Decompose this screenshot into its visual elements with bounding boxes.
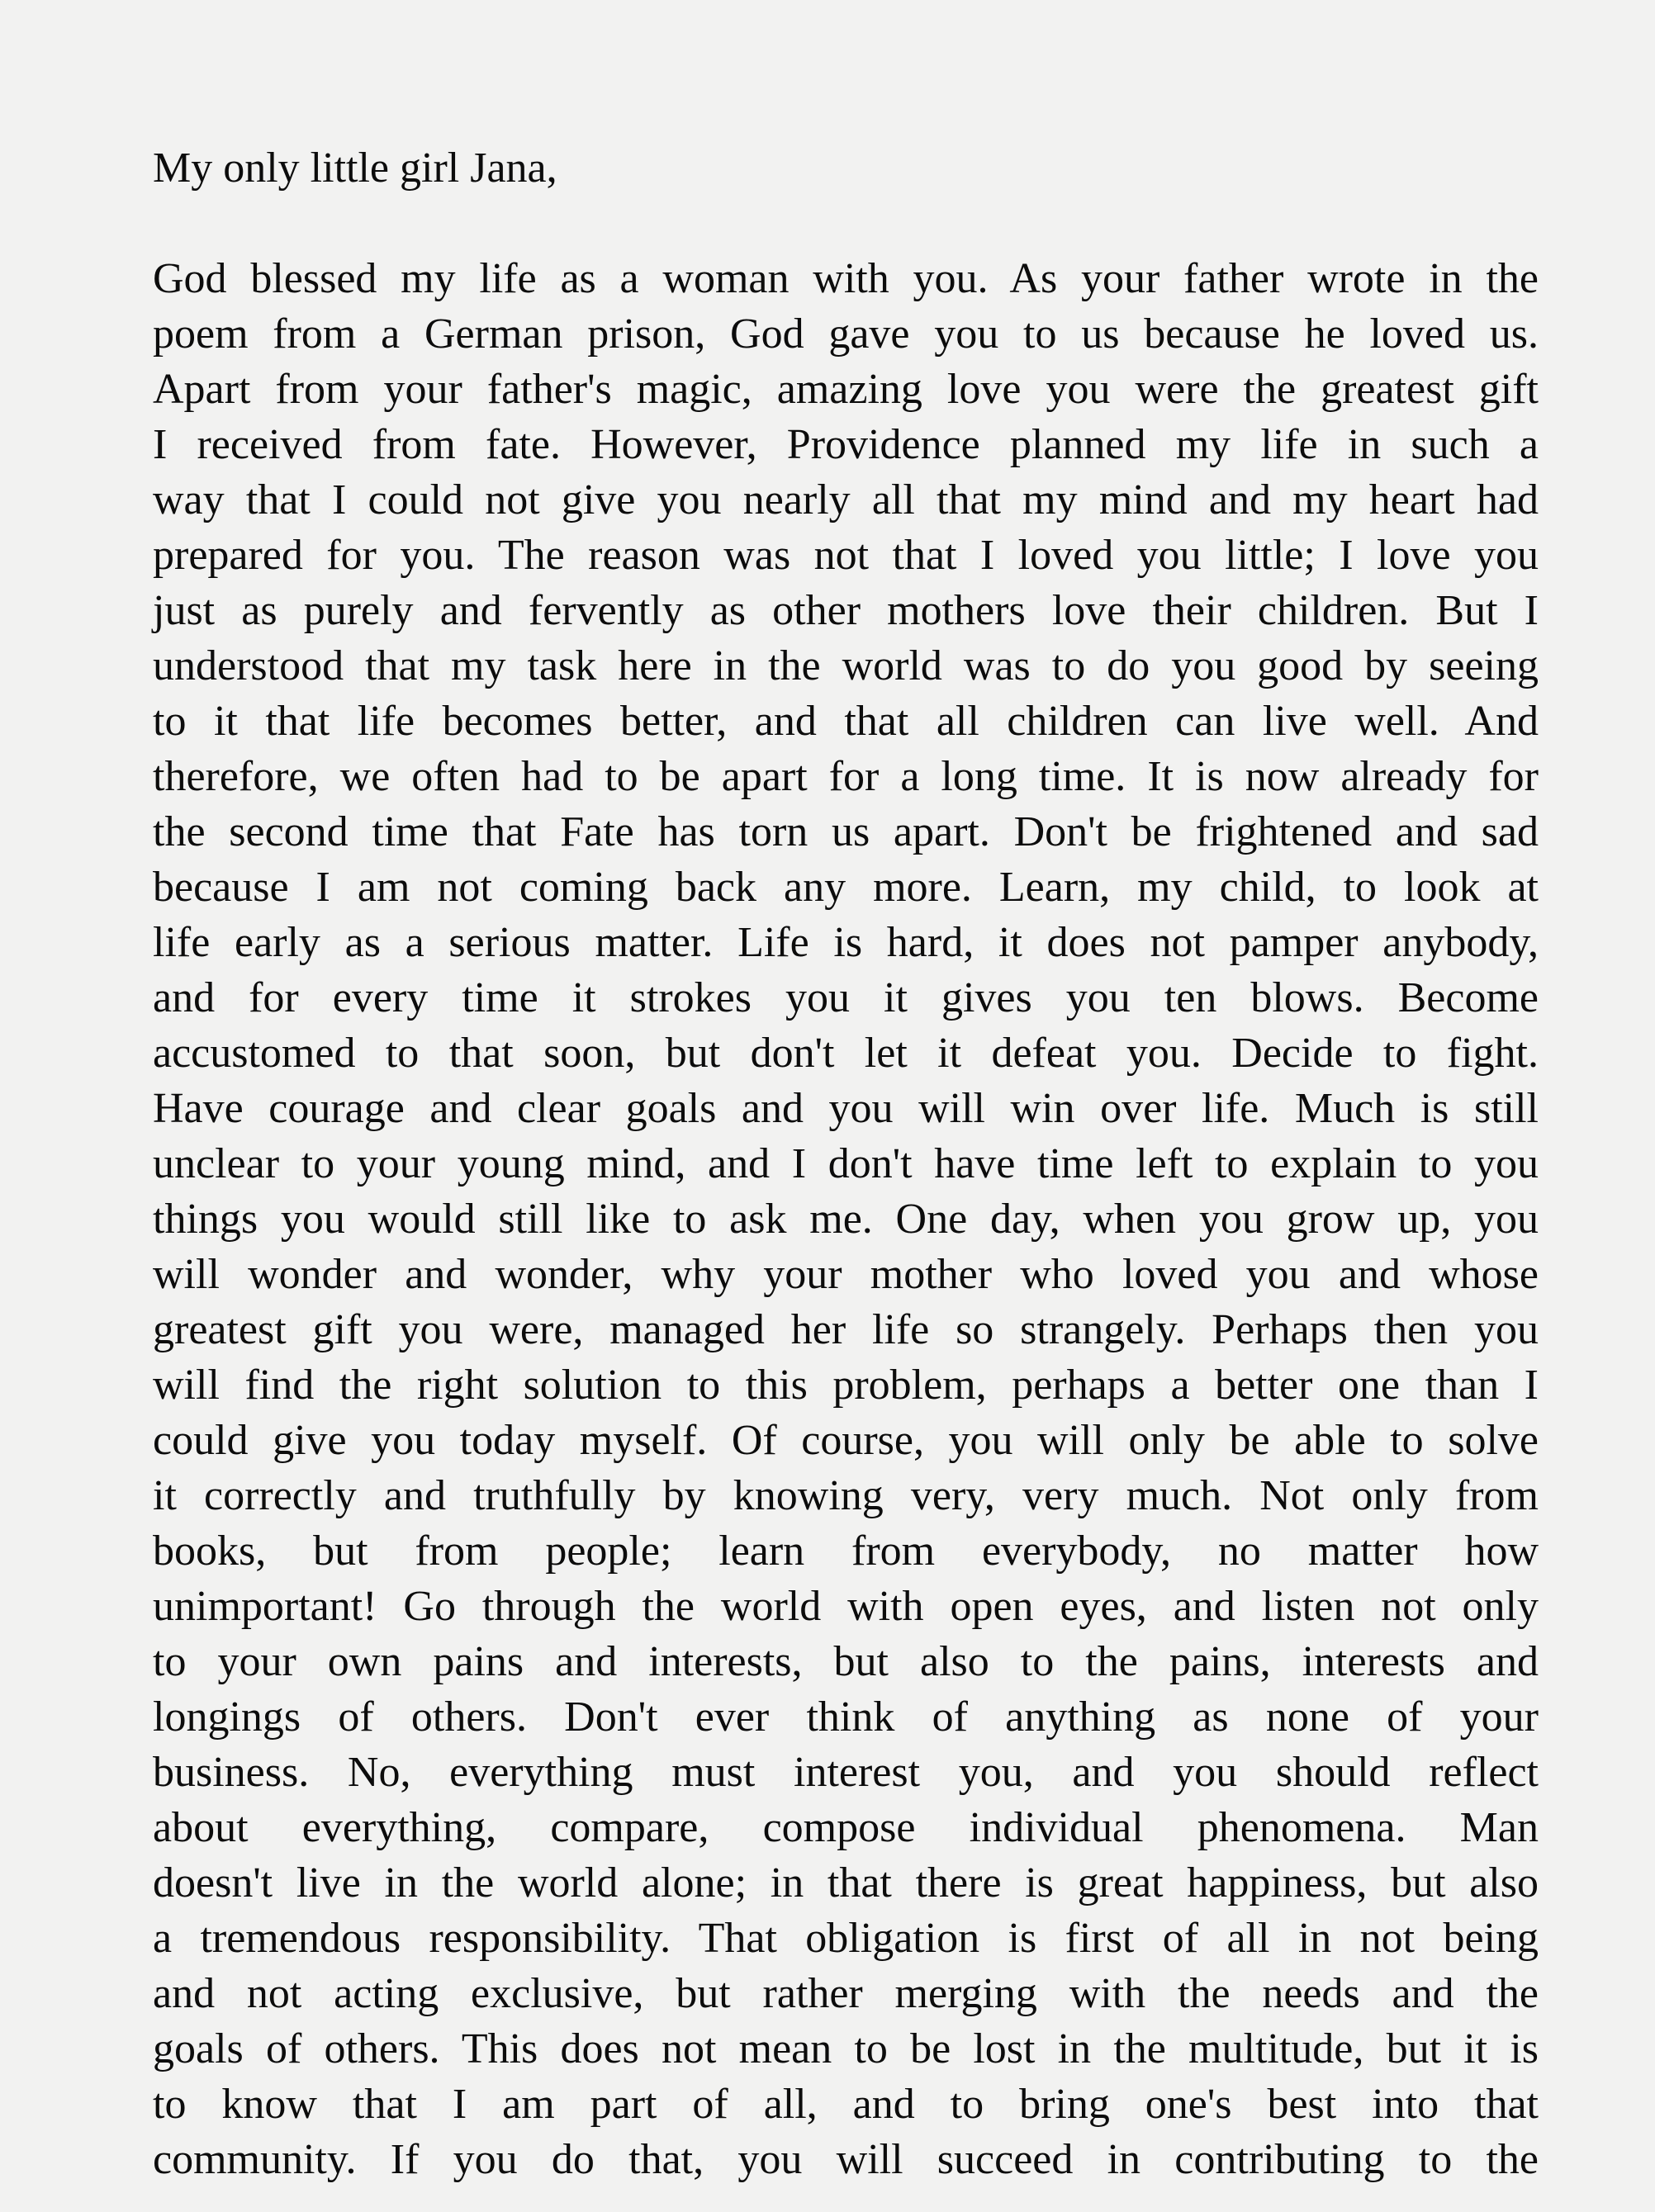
letter-line: could give you today myself. Of course, you will only be able to solve — [153, 1417, 1539, 1464]
letter-line: will find the right solution to this problem, perhaps a better one than I — [153, 1362, 1539, 1409]
letter-line: community. If you do that, you will succeed in contributing to the — [153, 2136, 1539, 2183]
letter-line: to it that life becomes better, and that all children can live well. And — [153, 698, 1539, 745]
letter-line: because I am not coming back any more. Learn, my child, to look at — [153, 864, 1539, 911]
letter-line: a tremendous responsibility. That obligation is first of all in not being — [153, 1915, 1539, 1962]
letter-line: and not acting exclusive, but rather merging with the needs and the — [153, 1970, 1539, 2017]
letter-line: books, but from people; learn from everybody, no matter how — [153, 1528, 1539, 1575]
letter-line: to know that I am part of all, and to bring one's best into that — [153, 2081, 1539, 2128]
letter-line: and for every time it strokes you it gives you ten blows. Become — [153, 974, 1539, 1021]
letter-line: I received from fate. However, Providence planned my life in such a — [153, 421, 1539, 468]
letter-line: poem from a German prison, God gave you to us because he loved us. — [153, 310, 1539, 358]
letter-line: greatest gift you were, managed her life so strangely. Perhaps then you — [153, 1306, 1539, 1353]
letter-salutation: My only little girl Jana, — [153, 144, 557, 192]
letter-line: accustomed to that soon, but don't let it defeat you. Decide to fight. — [153, 1030, 1539, 1077]
letter-line: will wonder and wonder, why your mother who loved you and whose — [153, 1251, 1539, 1298]
letter-line: business. No, everything must interest you, and you should reflect — [153, 1749, 1539, 1796]
letter-line: unimportant! Go through the world with open eyes, and listen not only — [153, 1583, 1539, 1630]
letter-line: Have courage and clear goals and you will win over life. Much is still — [153, 1085, 1539, 1132]
letter-line: Apart from your father's magic, amazing love you were the greatest gift — [153, 366, 1539, 413]
letter-line: the second time that Fate has torn us apart. Don't be frightened and sad — [153, 808, 1539, 855]
letter-line: God blessed my life as a woman with you. As your father wrote in the — [153, 255, 1539, 302]
letter-line: it correctly and truthfully by knowing very, very much. Not only from — [153, 1472, 1539, 1519]
letter-line: therefore, we often had to be apart for a long time. It is now already for — [153, 753, 1539, 800]
letter-line: about everything, compare, compose individual phenomena. Man — [153, 1804, 1539, 1851]
letter-line: doesn't live in the world alone; in that there is great happiness, but also — [153, 1859, 1539, 1906]
letter-line: to your own pains and interests, but also to the pains, interests and — [153, 1638, 1539, 1685]
letter-line: unclear to your young mind, and I don't have time left to explain to you — [153, 1140, 1539, 1187]
letter-line: just as purely and fervently as other mothers love their children. But I — [153, 587, 1539, 634]
letter-line: prepared for you. The reason was not that I loved you little; I love you — [153, 532, 1539, 579]
letter-line: understood that my task here in the world was to do you good by seeing — [153, 642, 1539, 689]
letter-line: things you would still like to ask me. One day, when you grow up, you — [153, 1196, 1539, 1243]
letter-line: way that I could not give you nearly all that my mind and my heart had — [153, 476, 1539, 523]
letter-line: life early as a serious matter. Life is hard, it does not pamper anybody, — [153, 919, 1539, 966]
letter-line: goals of others. This does not mean to be lost in the multitude, but it is — [153, 2025, 1539, 2072]
letter-line: longings of others. Don't ever think of anything as none of your — [153, 1693, 1539, 1741]
